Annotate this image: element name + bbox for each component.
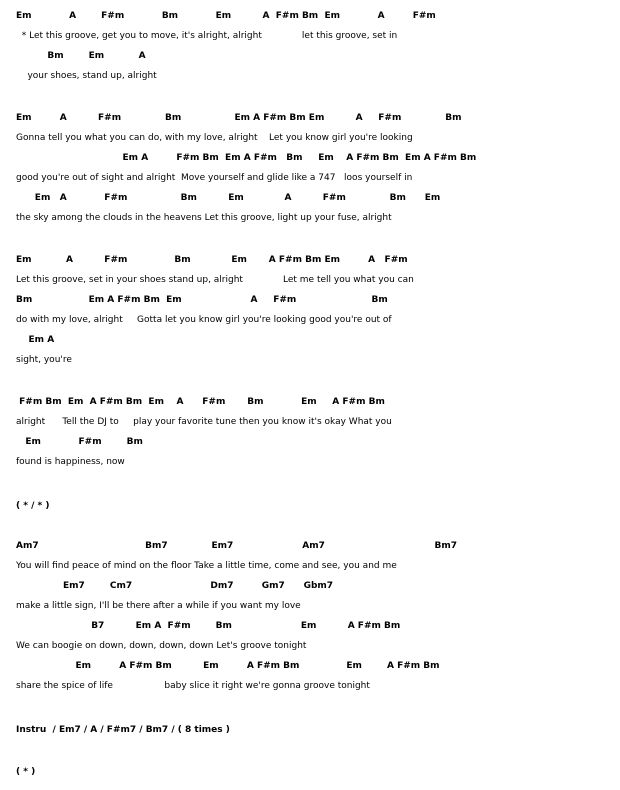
lyric-line: found is happiness, now	[16, 457, 125, 467]
lyric-line: Gonna tell you what you can do, with my love, alright Let you know girl you're looking	[16, 133, 413, 143]
chord-line: F#m Bm Em A F#m Bm Em A F#m Bm Em A F#m Bm	[16, 397, 385, 407]
section-marker: ( * / * )	[16, 501, 50, 511]
lyric-line: You will find peace of mind on the floor Take a little time, come and see, you and me	[16, 561, 397, 571]
lyric-line: do with my love, alright Gotta let you know girl you're looking good you're out of	[16, 315, 392, 325]
lyric-line: make a little sign, I'll be there after a while if you want my love	[16, 601, 301, 611]
chord-line: Em A F#m Bm Em A F#m Bm Em A F#m Bm Em A F#m Bm	[16, 153, 477, 163]
lyric-line: Let this groove, set in your shoes stand up, alright Let me tell you what you can	[16, 275, 414, 285]
chord-line: Em A F#m Bm Em A F#m Bm Em	[16, 193, 441, 203]
chord-line: Em A F#m Bm Em A F#m Bm Em A F#m Bm	[16, 113, 462, 123]
lyric-line: sight, you're	[16, 355, 72, 365]
lyric-line: the sky among the clouds in the heavens Let this groove, light up your fuse, alright	[16, 213, 392, 223]
instrumental-line: Instru / Em7 / A / F#m7 / Bm7 / ( 8 times )	[16, 725, 230, 735]
chord-line: Em A	[16, 335, 55, 345]
chord-line: Bm Em A	[16, 51, 146, 61]
chord-line: Am7 Bm7 Em7 Am7 Bm7	[16, 541, 457, 551]
lyric-line: share the spice of life baby slice it right we're gonna groove tonight	[16, 681, 370, 691]
lyric-line: your shoes, stand up, alright	[16, 71, 157, 81]
chord-line: Em F#m Bm	[16, 437, 143, 447]
chord-line: Em A F#m Bm Em A F#m Bm Em A F#m Bm	[16, 661, 440, 671]
lyric-line: alright Tell the DJ to play your favorite tune then you know it's okay What you	[16, 417, 392, 427]
lyric-line: good you're out of sight and alright Move yourself and glide like a 747 loos yourself in	[16, 173, 413, 183]
chord-line: Bm Em A F#m Bm Em A F#m Bm	[16, 295, 388, 305]
chord-line: Em7 Cm7 Dm7 Gm7 Gbm7	[16, 581, 334, 591]
chord-line: Em A F#m Bm Em A F#m Bm Em A F#m	[16, 11, 436, 21]
section-marker: ( * )	[16, 767, 36, 777]
chord-line: B7 Em A F#m Bm Em A F#m Bm	[16, 621, 401, 631]
lyric-line: * Let this groove, get you to move, it's alright, alright let this groove, set in	[16, 31, 398, 41]
lyric-line: We can boogie on down, down, down, down Let's groove tonight	[16, 641, 307, 651]
chord-line: Em A F#m Bm Em A F#m Bm Em A F#m	[16, 255, 408, 265]
